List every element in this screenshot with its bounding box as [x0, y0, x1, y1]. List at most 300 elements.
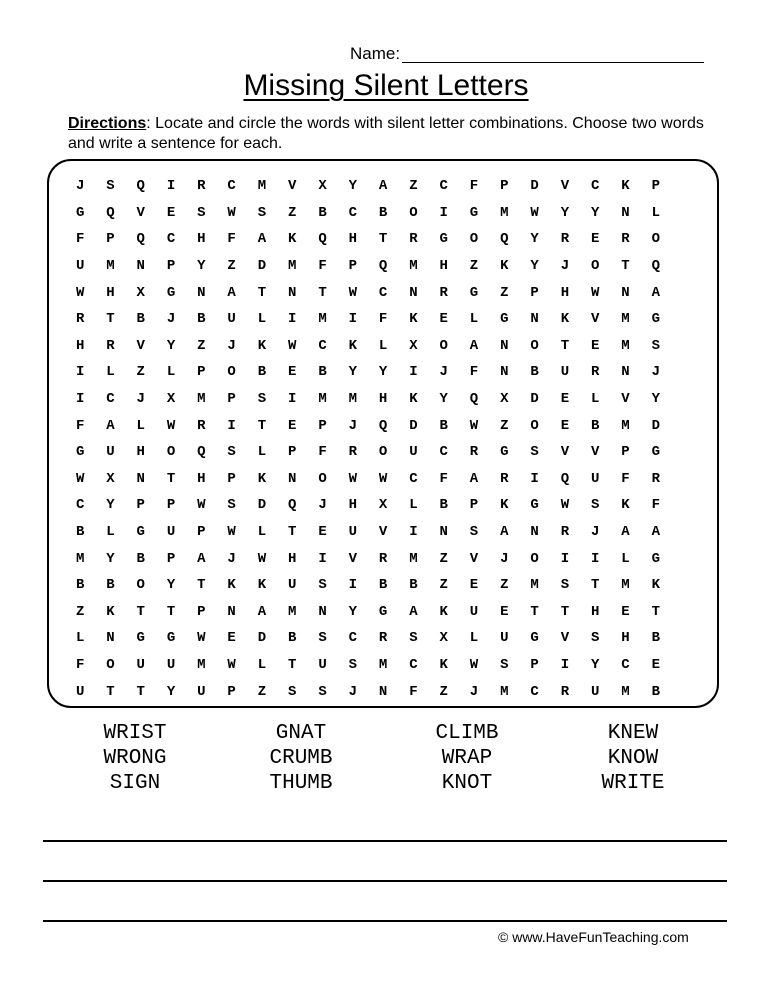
- grid-letter[interactable]: U: [75, 258, 85, 275]
- grid-letter[interactable]: S: [348, 656, 358, 673]
- grid-letter[interactable]: S: [288, 683, 297, 700]
- grid-letter[interactable]: D: [257, 258, 267, 275]
- grid-letter[interactable]: B: [439, 417, 448, 434]
- grid-letter[interactable]: X: [106, 470, 115, 487]
- grid-letter[interactable]: C: [106, 391, 115, 408]
- grid-letter[interactable]: K: [409, 391, 418, 408]
- grid-letter[interactable]: W: [227, 656, 236, 673]
- grid-letter[interactable]: J: [560, 258, 570, 275]
- grid-letter[interactable]: Z: [439, 577, 448, 594]
- grid-letter[interactable]: C: [439, 444, 448, 461]
- grid-letter[interactable]: U: [227, 311, 236, 328]
- grid-letter[interactable]: A: [227, 284, 236, 301]
- grid-letter[interactable]: N: [621, 204, 630, 221]
- grid-letter[interactable]: A: [500, 524, 509, 541]
- grid-letter[interactable]: M: [288, 603, 297, 620]
- grid-letter[interactable]: A: [409, 603, 418, 620]
- grid-letter[interactable]: Y: [166, 683, 176, 700]
- grid-letter[interactable]: P: [197, 524, 206, 541]
- grid-letter[interactable]: T: [197, 577, 206, 594]
- grid-letter[interactable]: Z: [257, 683, 267, 700]
- grid-letter[interactable]: S: [106, 178, 115, 195]
- grid-letter[interactable]: H: [288, 550, 297, 567]
- grid-letter[interactable]: W: [75, 284, 85, 301]
- grid-letter[interactable]: R: [469, 444, 479, 461]
- grid-letter[interactable]: X: [439, 630, 448, 647]
- grid-letter[interactable]: P: [166, 550, 176, 567]
- grid-letter[interactable]: J: [590, 524, 600, 541]
- grid-letter[interactable]: U: [166, 524, 176, 541]
- grid-letter[interactable]: A: [257, 231, 267, 248]
- grid-letter[interactable]: T: [651, 603, 660, 620]
- grid-letter[interactable]: I: [590, 550, 600, 567]
- grid-letter[interactable]: A: [106, 417, 115, 434]
- grid-letter[interactable]: G: [530, 630, 539, 647]
- grid-letter[interactable]: E: [227, 630, 236, 647]
- grid-letter[interactable]: N: [136, 470, 145, 487]
- grid-letter[interactable]: K: [409, 311, 418, 328]
- grid-letter[interactable]: N: [530, 311, 539, 328]
- grid-letter[interactable]: N: [500, 337, 509, 354]
- grid-letter[interactable]: N: [439, 524, 448, 541]
- grid-letter[interactable]: O: [530, 550, 539, 567]
- grid-letter[interactable]: V: [590, 311, 600, 328]
- grid-letter[interactable]: Q: [318, 231, 327, 248]
- grid-letter[interactable]: E: [288, 364, 297, 381]
- grid-letter[interactable]: G: [136, 630, 145, 647]
- grid-letter[interactable]: I: [348, 311, 358, 328]
- grid-letter[interactable]: W: [257, 550, 267, 567]
- grid-letter[interactable]: E: [439, 311, 448, 328]
- grid-letter[interactable]: F: [75, 417, 85, 434]
- grid-letter[interactable]: Y: [590, 656, 600, 673]
- grid-letter[interactable]: V: [136, 204, 145, 221]
- grid-letter[interactable]: F: [318, 258, 327, 275]
- grid-letter[interactable]: H: [106, 284, 115, 301]
- grid-letter[interactable]: O: [530, 417, 539, 434]
- grid-letter[interactable]: P: [530, 656, 539, 673]
- sentence-line-1[interactable]: [43, 840, 727, 842]
- grid-letter[interactable]: F: [75, 231, 85, 248]
- grid-letter[interactable]: O: [469, 231, 479, 248]
- grid-letter[interactable]: C: [227, 178, 236, 195]
- grid-letter[interactable]: I: [75, 391, 85, 408]
- grid-letter[interactable]: Y: [348, 603, 358, 620]
- grid-letter[interactable]: B: [651, 630, 660, 647]
- grid-letter[interactable]: N: [530, 524, 539, 541]
- grid-letter[interactable]: Y: [106, 497, 115, 514]
- grid-letter[interactable]: C: [166, 231, 176, 248]
- grid-letter[interactable]: P: [166, 258, 176, 275]
- grid-letter[interactable]: W: [227, 524, 236, 541]
- grid-letter[interactable]: R: [651, 470, 660, 487]
- grid-letter[interactable]: Q: [288, 497, 297, 514]
- grid-letter[interactable]: P: [227, 391, 236, 408]
- grid-letter[interactable]: V: [348, 550, 358, 567]
- grid-letter[interactable]: B: [75, 524, 85, 541]
- grid-letter[interactable]: A: [469, 470, 479, 487]
- grid-letter[interactable]: Z: [500, 284, 509, 301]
- grid-letter[interactable]: C: [318, 337, 327, 354]
- grid-letter[interactable]: K: [439, 656, 448, 673]
- grid-letter[interactable]: Z: [500, 577, 509, 594]
- grid-letter[interactable]: S: [227, 497, 236, 514]
- grid-letter[interactable]: R: [590, 364, 600, 381]
- grid-letter[interactable]: B: [318, 364, 327, 381]
- grid-letter[interactable]: R: [500, 470, 509, 487]
- grid-letter[interactable]: L: [257, 311, 267, 328]
- grid-letter[interactable]: P: [136, 497, 145, 514]
- grid-letter[interactable]: Y: [590, 204, 600, 221]
- grid-letter[interactable]: E: [651, 656, 660, 673]
- grid-letter[interactable]: S: [590, 497, 600, 514]
- grid-letter[interactable]: G: [651, 550, 660, 567]
- grid-letter[interactable]: U: [590, 470, 600, 487]
- grid-letter[interactable]: V: [621, 391, 630, 408]
- grid-letter[interactable]: U: [409, 444, 418, 461]
- grid-letter[interactable]: G: [469, 284, 479, 301]
- grid-letter[interactable]: N: [106, 630, 115, 647]
- grid-letter[interactable]: L: [409, 497, 418, 514]
- grid-letter[interactable]: R: [197, 178, 206, 195]
- grid-letter[interactable]: G: [500, 444, 509, 461]
- grid-letter[interactable]: M: [500, 204, 509, 221]
- grid-letter[interactable]: I: [75, 364, 85, 381]
- grid-letter[interactable]: M: [409, 550, 418, 567]
- grid-letter[interactable]: J: [439, 364, 448, 381]
- grid-letter[interactable]: U: [318, 656, 327, 673]
- grid-letter[interactable]: L: [469, 630, 479, 647]
- grid-letter[interactable]: R: [378, 630, 388, 647]
- grid-letter[interactable]: P: [227, 470, 236, 487]
- grid-letter[interactable]: X: [378, 497, 388, 514]
- grid-letter[interactable]: W: [197, 630, 206, 647]
- grid-letter[interactable]: U: [197, 683, 206, 700]
- grid-letter[interactable]: Q: [469, 391, 479, 408]
- grid-letter[interactable]: O: [318, 470, 327, 487]
- grid-letter[interactable]: B: [136, 311, 145, 328]
- grid-letter[interactable]: L: [469, 311, 479, 328]
- grid-letter[interactable]: S: [530, 444, 539, 461]
- grid-letter[interactable]: T: [106, 311, 115, 328]
- grid-letter[interactable]: I: [318, 550, 327, 567]
- grid-letter[interactable]: D: [257, 630, 267, 647]
- grid-letter[interactable]: P: [651, 178, 660, 195]
- grid-letter[interactable]: G: [75, 204, 85, 221]
- grid-letter[interactable]: F: [227, 231, 236, 248]
- grid-letter[interactable]: R: [106, 337, 115, 354]
- grid-letter[interactable]: T: [288, 524, 297, 541]
- grid-letter[interactable]: M: [500, 683, 509, 700]
- grid-letter[interactable]: P: [227, 683, 236, 700]
- grid-letter[interactable]: M: [621, 683, 630, 700]
- grid-letter[interactable]: F: [378, 311, 388, 328]
- grid-letter[interactable]: W: [288, 337, 297, 354]
- grid-letter[interactable]: T: [288, 656, 297, 673]
- grid-letter[interactable]: L: [106, 524, 115, 541]
- grid-letter[interactable]: A: [651, 284, 660, 301]
- grid-letter[interactable]: V: [590, 444, 600, 461]
- grid-letter[interactable]: C: [378, 284, 388, 301]
- grid-letter[interactable]: G: [651, 311, 660, 328]
- grid-letter[interactable]: U: [75, 683, 85, 700]
- grid-letter[interactable]: Z: [227, 258, 236, 275]
- grid-letter[interactable]: T: [560, 337, 570, 354]
- grid-letter[interactable]: A: [197, 550, 206, 567]
- grid-letter[interactable]: J: [227, 337, 236, 354]
- grid-letter[interactable]: G: [530, 497, 539, 514]
- grid-letter[interactable]: G: [166, 284, 176, 301]
- grid-letter[interactable]: O: [530, 337, 539, 354]
- grid-letter[interactable]: J: [500, 550, 509, 567]
- grid-letter[interactable]: E: [469, 577, 479, 594]
- grid-letter[interactable]: B: [75, 577, 85, 594]
- grid-letter[interactable]: M: [288, 258, 297, 275]
- grid-letter[interactable]: M: [621, 311, 630, 328]
- grid-letter[interactable]: M: [257, 178, 267, 195]
- grid-letter[interactable]: J: [469, 683, 479, 700]
- grid-letter[interactable]: E: [500, 603, 509, 620]
- grid-letter[interactable]: I: [409, 364, 418, 381]
- grid-letter[interactable]: R: [621, 231, 630, 248]
- grid-letter[interactable]: O: [227, 364, 236, 381]
- grid-letter[interactable]: E: [166, 204, 176, 221]
- grid-letter[interactable]: U: [500, 630, 509, 647]
- grid-letter[interactable]: K: [439, 603, 448, 620]
- grid-letter[interactable]: Z: [136, 364, 145, 381]
- grid-letter[interactable]: H: [560, 284, 570, 301]
- grid-letter[interactable]: F: [469, 178, 479, 195]
- grid-letter[interactable]: X: [136, 284, 145, 301]
- grid-letter[interactable]: N: [621, 364, 630, 381]
- grid-letter[interactable]: L: [257, 656, 267, 673]
- grid-letter[interactable]: K: [257, 470, 267, 487]
- grid-letter[interactable]: A: [621, 524, 630, 541]
- grid-letter[interactable]: B: [318, 204, 327, 221]
- grid-letter[interactable]: A: [257, 603, 267, 620]
- grid-letter[interactable]: Q: [500, 231, 509, 248]
- grid-letter[interactable]: Q: [136, 231, 145, 248]
- grid-letter[interactable]: D: [409, 417, 418, 434]
- grid-letter[interactable]: T: [318, 284, 327, 301]
- grid-letter[interactable]: P: [500, 178, 509, 195]
- grid-letter[interactable]: T: [166, 603, 176, 620]
- grid-letter[interactable]: Z: [288, 204, 297, 221]
- grid-letter[interactable]: V: [469, 550, 479, 567]
- grid-letter[interactable]: G: [136, 524, 145, 541]
- grid-letter[interactable]: N: [227, 603, 236, 620]
- grid-letter[interactable]: Y: [166, 577, 176, 594]
- grid-letter[interactable]: U: [288, 577, 297, 594]
- grid-letter[interactable]: H: [197, 231, 206, 248]
- grid-letter[interactable]: W: [166, 417, 176, 434]
- grid-letter[interactable]: C: [530, 683, 539, 700]
- grid-letter[interactable]: X: [318, 178, 327, 195]
- grid-letter[interactable]: H: [590, 603, 600, 620]
- grid-letter[interactable]: K: [348, 337, 358, 354]
- grid-letter[interactable]: P: [469, 497, 479, 514]
- grid-letter[interactable]: J: [227, 550, 236, 567]
- grid-letter[interactable]: F: [318, 444, 327, 461]
- grid-letter[interactable]: J: [348, 417, 358, 434]
- grid-letter[interactable]: Y: [530, 231, 539, 248]
- grid-letter[interactable]: U: [590, 683, 600, 700]
- grid-letter[interactable]: A: [651, 524, 660, 541]
- grid-letter[interactable]: T: [257, 284, 267, 301]
- grid-letter[interactable]: G: [166, 630, 176, 647]
- grid-letter[interactable]: F: [469, 364, 479, 381]
- grid-letter[interactable]: H: [378, 391, 388, 408]
- grid-letter[interactable]: G: [75, 444, 85, 461]
- grid-letter[interactable]: O: [651, 231, 660, 248]
- grid-letter[interactable]: V: [560, 178, 570, 195]
- grid-letter[interactable]: B: [590, 417, 600, 434]
- grid-letter[interactable]: I: [409, 524, 418, 541]
- grid-letter[interactable]: Q: [560, 470, 570, 487]
- grid-letter[interactable]: H: [348, 231, 358, 248]
- grid-letter[interactable]: K: [651, 577, 660, 594]
- grid-letter[interactable]: X: [500, 391, 509, 408]
- grid-letter[interactable]: N: [288, 284, 297, 301]
- grid-letter[interactable]: I: [166, 178, 176, 195]
- grid-letter[interactable]: O: [439, 337, 448, 354]
- grid-letter[interactable]: G: [378, 603, 388, 620]
- grid-letter[interactable]: L: [75, 630, 85, 647]
- grid-letter[interactable]: D: [530, 178, 539, 195]
- grid-letter[interactable]: C: [621, 656, 630, 673]
- grid-letter[interactable]: L: [106, 364, 115, 381]
- grid-letter[interactable]: Q: [197, 444, 206, 461]
- grid-letter[interactable]: G: [439, 231, 448, 248]
- grid-letter[interactable]: K: [257, 577, 267, 594]
- grid-letter[interactable]: Z: [197, 337, 206, 354]
- grid-letter[interactable]: B: [106, 577, 115, 594]
- grid-letter[interactable]: S: [227, 444, 236, 461]
- grid-letter[interactable]: F: [75, 656, 85, 673]
- grid-letter[interactable]: R: [75, 311, 85, 328]
- grid-letter[interactable]: S: [651, 337, 660, 354]
- grid-letter[interactable]: B: [409, 577, 418, 594]
- grid-letter[interactable]: V: [560, 444, 570, 461]
- grid-letter[interactable]: H: [621, 630, 630, 647]
- grid-letter[interactable]: Y: [166, 337, 176, 354]
- grid-letter[interactable]: T: [166, 470, 176, 487]
- grid-letter[interactable]: K: [621, 178, 630, 195]
- grid-letter[interactable]: P: [621, 444, 630, 461]
- grid-letter[interactable]: I: [560, 656, 570, 673]
- grid-letter[interactable]: E: [318, 524, 327, 541]
- grid-letter[interactable]: S: [500, 656, 509, 673]
- grid-letter[interactable]: Y: [348, 178, 358, 195]
- grid-letter[interactable]: E: [621, 603, 630, 620]
- grid-letter[interactable]: O: [378, 444, 388, 461]
- grid-letter[interactable]: K: [288, 231, 297, 248]
- grid-letter[interactable]: R: [348, 444, 358, 461]
- grid-letter[interactable]: O: [136, 577, 145, 594]
- grid-letter[interactable]: I: [530, 470, 539, 487]
- grid-letter[interactable]: J: [651, 364, 660, 381]
- grid-letter[interactable]: B: [288, 630, 297, 647]
- grid-letter[interactable]: Q: [136, 178, 145, 195]
- grid-letter[interactable]: T: [530, 603, 539, 620]
- grid-letter[interactable]: K: [257, 337, 267, 354]
- grid-letter[interactable]: M: [318, 391, 327, 408]
- grid-letter[interactable]: Q: [106, 204, 115, 221]
- grid-letter[interactable]: N: [136, 258, 145, 275]
- grid-letter[interactable]: S: [409, 630, 418, 647]
- grid-letter[interactable]: G: [651, 444, 660, 461]
- grid-letter[interactable]: N: [318, 603, 327, 620]
- grid-letter[interactable]: I: [560, 550, 570, 567]
- name-input-line[interactable]: [402, 62, 704, 63]
- grid-letter[interactable]: L: [378, 337, 388, 354]
- grid-letter[interactable]: V: [288, 178, 297, 195]
- grid-letter[interactable]: T: [106, 683, 115, 700]
- grid-letter[interactable]: O: [106, 656, 115, 673]
- grid-letter[interactable]: G: [500, 311, 509, 328]
- grid-letter[interactable]: K: [560, 311, 570, 328]
- grid-letter[interactable]: L: [257, 524, 267, 541]
- grid-letter[interactable]: Z: [469, 258, 479, 275]
- grid-letter[interactable]: F: [651, 497, 660, 514]
- grid-letter[interactable]: M: [75, 550, 85, 567]
- grid-letter[interactable]: T: [136, 683, 145, 700]
- grid-letter[interactable]: B: [378, 577, 388, 594]
- grid-letter[interactable]: B: [651, 683, 660, 700]
- grid-letter[interactable]: Y: [197, 258, 206, 275]
- grid-letter[interactable]: K: [106, 603, 115, 620]
- grid-letter[interactable]: R: [197, 417, 206, 434]
- grid-letter[interactable]: B: [378, 204, 388, 221]
- grid-letter[interactable]: Z: [439, 550, 448, 567]
- grid-letter[interactable]: M: [530, 577, 539, 594]
- grid-letter[interactable]: K: [500, 497, 509, 514]
- grid-letter[interactable]: A: [378, 178, 388, 195]
- grid-letter[interactable]: E: [590, 231, 600, 248]
- grid-letter[interactable]: O: [166, 444, 176, 461]
- grid-letter[interactable]: J: [75, 178, 85, 195]
- grid-letter[interactable]: V: [560, 630, 570, 647]
- grid-letter[interactable]: P: [530, 284, 539, 301]
- grid-letter[interactable]: X: [166, 391, 176, 408]
- grid-letter[interactable]: M: [106, 258, 115, 275]
- grid-letter[interactable]: C: [439, 178, 448, 195]
- grid-letter[interactable]: I: [227, 417, 236, 434]
- grid-letter[interactable]: F: [439, 470, 448, 487]
- grid-letter[interactable]: H: [348, 497, 358, 514]
- grid-letter[interactable]: S: [469, 524, 479, 541]
- grid-letter[interactable]: S: [318, 630, 327, 647]
- grid-letter[interactable]: W: [560, 497, 570, 514]
- grid-letter[interactable]: S: [257, 204, 267, 221]
- grid-letter[interactable]: C: [409, 470, 418, 487]
- grid-letter[interactable]: R: [378, 550, 388, 567]
- grid-letter[interactable]: F: [621, 470, 630, 487]
- grid-letter[interactable]: W: [378, 470, 388, 487]
- grid-letter[interactable]: I: [288, 311, 297, 328]
- grid-letter[interactable]: Y: [348, 364, 358, 381]
- grid-letter[interactable]: W: [348, 470, 358, 487]
- grid-letter[interactable]: M: [197, 656, 206, 673]
- grid-letter[interactable]: W: [197, 497, 206, 514]
- grid-letter[interactable]: N: [288, 470, 297, 487]
- sentence-line-3[interactable]: [43, 920, 727, 922]
- grid-letter[interactable]: B: [136, 550, 145, 567]
- grid-letter[interactable]: C: [348, 204, 358, 221]
- grid-letter[interactable]: E: [288, 417, 297, 434]
- grid-letter[interactable]: W: [590, 284, 600, 301]
- grid-letter[interactable]: P: [106, 231, 115, 248]
